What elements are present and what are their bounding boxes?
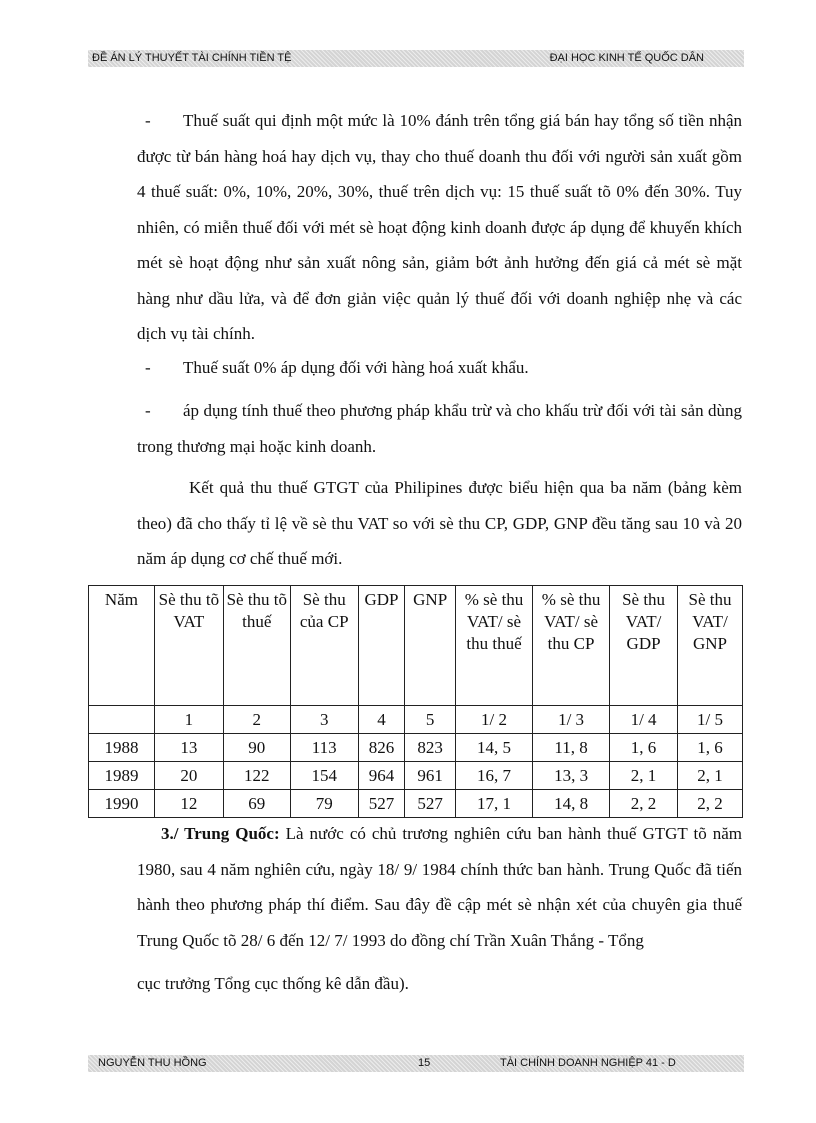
section-heading: 3./ Trung Quốc: (161, 824, 280, 843)
table-cell: 20 (154, 762, 223, 790)
table-cell: 113 (290, 734, 358, 762)
table-header-cell: GNP (405, 586, 456, 706)
table-row (89, 734, 743, 762)
table-header-cell: % sè thu VAT/ sè thu thuế (456, 586, 533, 706)
table-cell: 14, 5 (456, 734, 533, 762)
table-header-cell: Sè thu tõ thuế (223, 586, 290, 706)
table-cell: 4 (358, 706, 405, 734)
table-cell: 5 (405, 706, 456, 734)
table-cell: 961 (405, 762, 456, 790)
table-cell: 154 (290, 762, 358, 790)
table-cell: 1988 (89, 734, 155, 762)
section-last-line (137, 966, 742, 1002)
table-header-cell: Sè thu VAT/ GNP (678, 586, 743, 706)
section-paragraph (137, 816, 742, 958)
table-cell: 1 (154, 706, 223, 734)
table-header-cell: Năm (89, 586, 155, 706)
table-cell: 16, 7 (456, 762, 533, 790)
table-cell: 1/ 3 (533, 706, 610, 734)
table-header-row (89, 586, 743, 706)
table-header-cell: % sè thu VAT/ sè thu CP (533, 586, 610, 706)
table-cell: 2, 1 (678, 762, 743, 790)
bullet-dash: - (145, 358, 151, 377)
bullet-text-1: Thuế suất qui định một mức là 10% đánh trên tổng giá bán hay tổng số tiền nhận được từ bán hàng hoá hay dịch vụ, thay cho thuế doanh thu đối với người sản xuất gồm 4 thuế suất: 0%, 10%, 20%, 30%, thuế trên dịch vụ: 15 thuế suất tõ 0% đến 30%. Tuy nhiên, có miễn thuế đối với mét sè hoạt động kinh doanh được áp dụng để khuyến khích mét sè hoạt động như sản xuất nông sản, giảm bớt ảnh hưởng đến giá cả mét sè mặt hàng như dầu lửa, và để đơn giản việc quản lý thuế đối với doanh nghiệp nhẹ và các dịch vụ tài chính. (137, 111, 742, 343)
table-cell: 14, 8 (533, 790, 610, 818)
table-cell: 2, 2 (610, 790, 678, 818)
table-cell: 823 (405, 734, 456, 762)
bullet-dash: - (145, 111, 151, 130)
table-cell: 2, 1 (610, 762, 678, 790)
table-cell: 1/ 4 (610, 706, 678, 734)
table-cell: 122 (223, 762, 290, 790)
footer-author: NGUYỄN THU HỒNG (98, 1057, 207, 1069)
table-header-cell: Sè thu của CP (290, 586, 358, 706)
bullet-text-2: Thuế suất 0% áp dụng đối với hàng hoá xuất khẩu. (183, 358, 529, 377)
table-cell: 1, 6 (678, 734, 743, 762)
table-cell: 17, 1 (456, 790, 533, 818)
intro-paragraph (137, 470, 742, 577)
section-text: Là nước có chủ trương nghiên cứu ban hành thuế GTGT tõ năm 1980, sau 4 năm nghiên cứu, ngày 18/ 9/ 1984 chính thức ban hành. Trung Quốc đã tiến hành theo phương pháp thí điểm. Sau đây đề cập mét sè nhận xét của chuyên gia thuế Trung Quốc tõ 28/ 6 đến 12/ 7/ 1993 do đồng chí Trần Xuân Thắng - Tổng (137, 824, 742, 950)
table-cell: 527 (358, 790, 405, 818)
table-header-cell: Sè thu tõ VAT (154, 586, 223, 706)
table-header-cell: GDP (358, 586, 405, 706)
bullet-paragraph-3 (137, 393, 742, 464)
table-cell: 527 (405, 790, 456, 818)
bullet-paragraph-1 (137, 103, 742, 352)
bullet-text-3: áp dụng tính thuế theo phương pháp khẩu trừ và cho khấu trừ đối với tài sản dùng trong thương mại hoặc kinh doanh. (137, 401, 742, 456)
table-cell: 1, 6 (610, 734, 678, 762)
table-cell: 12 (154, 790, 223, 818)
table-cell: 13 (154, 734, 223, 762)
table-cell: 11, 8 (533, 734, 610, 762)
table-cell: 1989 (89, 762, 155, 790)
table-cell: 90 (223, 734, 290, 762)
header-right-title: ĐẠI HỌC KINH TẾ QUỐC DÂN (549, 52, 704, 64)
vat-revenue-table (88, 585, 743, 818)
table-index-row (89, 706, 743, 734)
table-cell: 2 (223, 706, 290, 734)
table-cell: 826 (358, 734, 405, 762)
section-last-line-text: cục trưởng Tổng cục thống kê dẫn đầu). (137, 974, 409, 993)
footer-class: TÀI CHÍNH DOANH NGHIỆP 41 - D (500, 1057, 676, 1069)
table-cell: 964 (358, 762, 405, 790)
table-cell: 13, 3 (533, 762, 610, 790)
bullet-dash: - (145, 401, 151, 420)
table-cell: 1/ 2 (456, 706, 533, 734)
header-left-title: ĐỀ ÁN LÝ THUYẾT TÀI CHÍNH TIỀN TỆ (92, 52, 292, 64)
table-cell: 1990 (89, 790, 155, 818)
table-row (89, 790, 743, 818)
table-cell: 2, 2 (678, 790, 743, 818)
table-row (89, 762, 743, 790)
table-cell (89, 706, 155, 734)
page-number: 15 (418, 1057, 431, 1069)
table-cell: 69 (223, 790, 290, 818)
bullet-paragraph-2 (137, 350, 742, 386)
table-cell: 79 (290, 790, 358, 818)
table-header-cell: Sè thu VAT/ GDP (610, 586, 678, 706)
intro-text: Kết quả thu thuế GTGT của Philipines được biểu hiện qua ba năm (bảng kèm theo) đã cho thấy tỉ lệ về sè thu VAT so với sè thu CP, GDP, GNP đều tăng sau 10 và 20 năm áp dụng cơ chế thuế mới. (137, 478, 742, 568)
table-cell: 3 (290, 706, 358, 734)
page-footer (88, 1055, 744, 1072)
table-cell: 1/ 5 (678, 706, 743, 734)
page-header (88, 50, 744, 67)
